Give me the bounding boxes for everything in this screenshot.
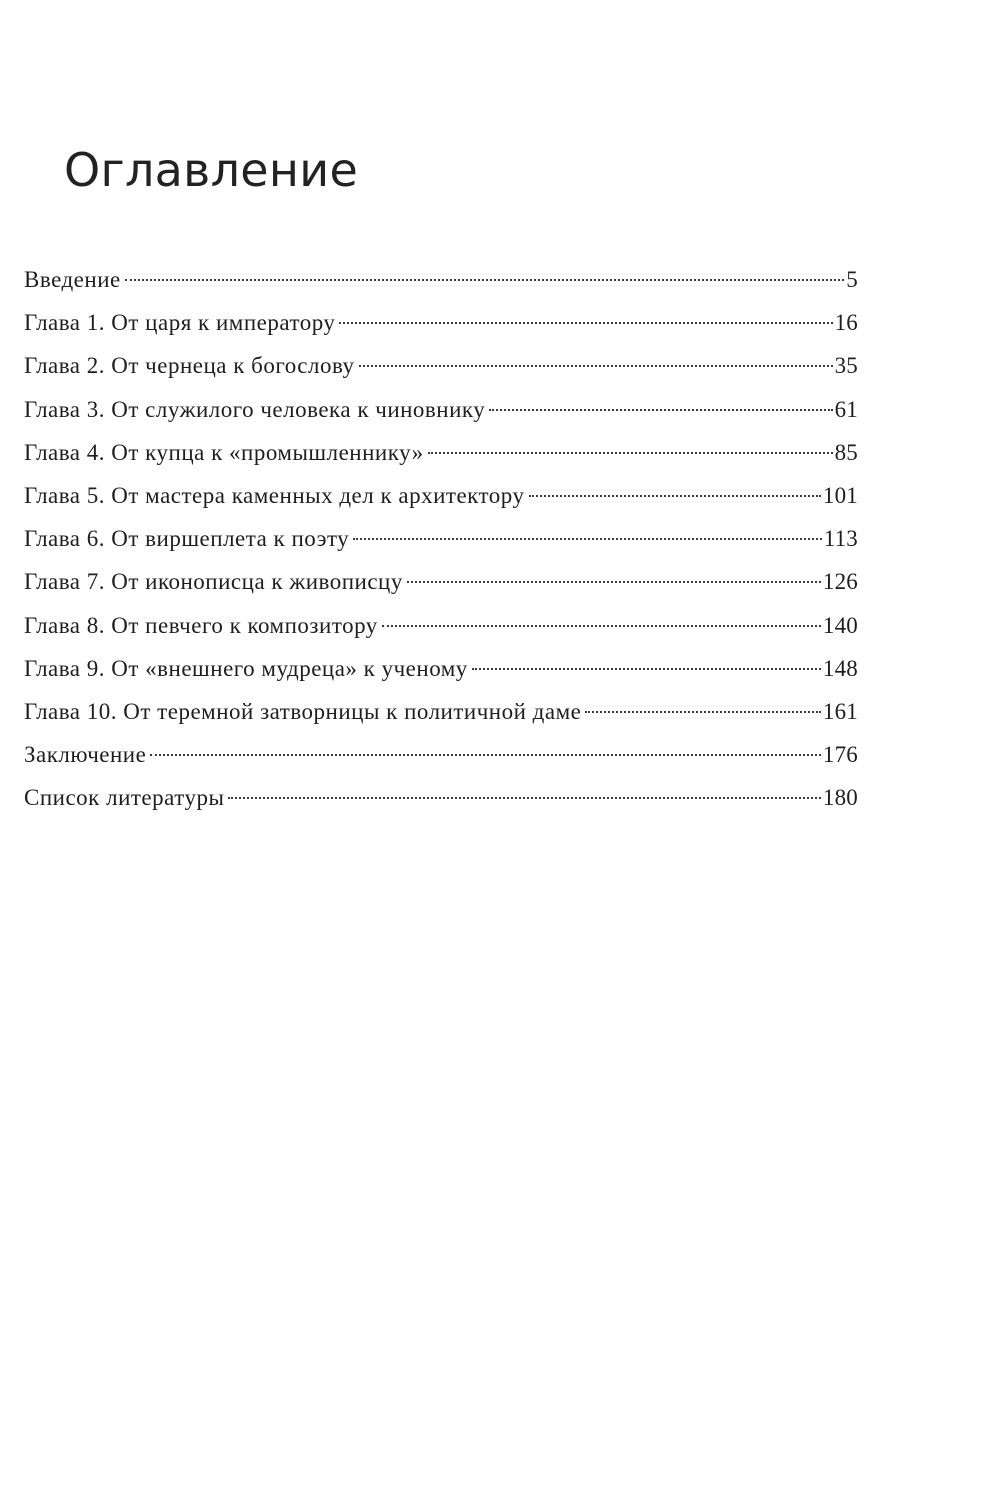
toc-entry-label: Глава 7. От иконописца к живописцу: [24, 569, 403, 595]
toc-entry-label: Глава 6. От виршеплета к поэту: [24, 526, 350, 552]
toc-entry[interactable]: [24, 474, 858, 517]
toc-entry-label: Введение: [24, 267, 121, 292]
toc-entry-label: Заключение: [24, 742, 147, 768]
page-title: Оглавление: [64, 143, 359, 197]
toc-entry[interactable]: [24, 301, 858, 344]
toc-entry-page: 113: [823, 526, 858, 552]
dot-leader: [489, 409, 832, 411]
dot-leader: [228, 797, 820, 799]
toc-entry-page: 85: [834, 439, 858, 465]
toc-entry[interactable]: [24, 560, 858, 603]
toc-entry-label: Глава 4. От купца к «промышленнику»: [24, 439, 424, 465]
toc-entry-label: Глава 1. От царя к императору: [24, 310, 336, 336]
dot-leader: [382, 625, 821, 627]
toc-entry[interactable]: [24, 604, 858, 647]
toc-entry[interactable]: [24, 344, 858, 387]
dot-leader: [529, 495, 821, 497]
dot-leader: [359, 365, 833, 367]
toc-entry-page: 61: [834, 396, 858, 422]
toc-entry-page: 126: [822, 569, 858, 595]
toc-entry[interactable]: [24, 258, 858, 301]
dot-leader: [339, 322, 832, 324]
dot-leader: [353, 538, 822, 540]
dot-leader: [150, 754, 821, 756]
toc-entry[interactable]: [24, 733, 858, 776]
toc-entry-label: Глава 2. От чернеца к богослову: [24, 353, 355, 379]
dot-leader: [472, 668, 821, 670]
toc-entry-page: 101: [822, 482, 858, 508]
toc-entry[interactable]: [24, 647, 858, 690]
toc-entry-label: Глава 8. От певчего к композитору: [24, 612, 378, 638]
toc-entry-page: 35: [834, 353, 858, 379]
dot-leader: [407, 581, 821, 583]
toc-entry-page: 5: [846, 267, 858, 292]
dot-leader: [125, 279, 845, 281]
toc-entry[interactable]: [24, 690, 858, 733]
toc-entry-label: Глава 3. От служилого человека к чиновнику: [24, 396, 486, 422]
toc-entry-page: 180: [822, 785, 858, 811]
dot-leader: [428, 452, 833, 454]
toc-entry-page: 148: [822, 655, 858, 681]
toc-entry-label: Глава 9. От «внешнего мудреца» к ученому: [24, 655, 468, 681]
toc-entry-page: 176: [822, 742, 858, 768]
toc-entry[interactable]: [24, 776, 858, 819]
table-of-contents: [24, 258, 858, 819]
toc-entry-page: 140: [822, 612, 858, 638]
toc-entry-label: Список литературы: [24, 785, 225, 811]
toc-entry-page: 16: [834, 310, 858, 336]
toc-entry-page: 161: [822, 698, 858, 724]
toc-entry-label: Глава 5. От мастера каменных дел к архитектору: [24, 482, 525, 508]
dot-leader: [585, 711, 821, 713]
toc-entry[interactable]: [24, 517, 858, 560]
toc-entry-label: Глава 10. От теремной затворницы к политичной даме: [24, 698, 582, 724]
toc-entry[interactable]: [24, 388, 858, 431]
toc-entry[interactable]: [24, 431, 858, 474]
